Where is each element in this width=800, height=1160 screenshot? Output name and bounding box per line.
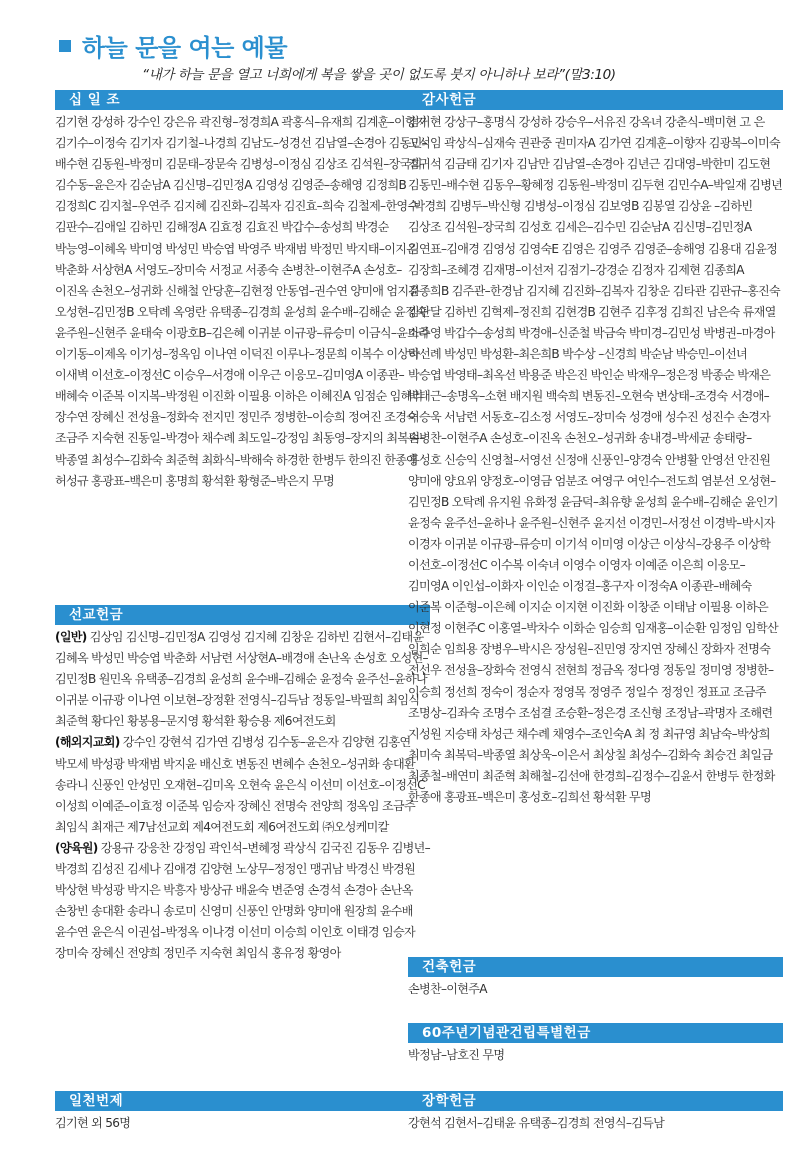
- weekly-offering-heading: 일천번제: [55, 1091, 430, 1111]
- bible-verse: “내가 하늘 문을 열고 너희에게 복을 쌓을 곳이 없도록 붓지 아니하나 보라”(말3:10): [142, 67, 616, 83]
- building-names: 손병찬–이현주A: [408, 982, 487, 996]
- mission-group-label: (일반): [55, 630, 87, 644]
- thanks-heading: 감사헌금: [408, 90, 783, 110]
- mission-group-orphanage: [55, 838, 430, 965]
- scholarship-section: [408, 1091, 783, 1134]
- page-title: 하늘 문을 여는 예물: [82, 34, 288, 62]
- mission-group-label: (양육원): [55, 840, 98, 855]
- tithe-section: [55, 90, 430, 492]
- mission-group-text: 강용규 강응찬 강정임 곽인석–변혜정 곽상식 김국진 김동우 김병년–박경희 김성진 김세나 김애경 김양현 노상무–정정인 맹귀남 박경신 박경원 박상현 박성광 박지은 박흥자 방상규 배윤숙 변준영 손경석 손경아 손난옥 손창빈 송대환 송라니 송로미 신영미 신풍인 안명화 양미애 원장희 윤수배 윤수연 윤은식 이권섭–박정옥 이나경 이선미 이승희 이인호 이태경 임승자 장미숙 장혜신 전양희 정민주 지숙현 최임식 홍유정 황영아: [55, 840, 430, 961]
- mission-group-text: 강수인 강현석 김가연 김병성 김수동–윤은자 김양현 김홍연 박모세 박성광 박재범 박지윤 배신호 변동진 변혜수 손천오–성귀화 송대환 송라니 신풍인 안성민 오재현–김미옥 오현숙 윤은식 이선미 이선호–이정선C 이성희 이예준–이효정 이준복 임승자 장혜신 전명숙 전양희 정옥임 조금주 최임식 최재근 제7남선교회 제4여전도회 제6여전도회 ㈜오성케미칼: [55, 735, 425, 834]
- title-square-icon: [59, 40, 71, 52]
- building-heading: 건축헌금: [408, 957, 783, 977]
- tithe-heading: 십 일 조: [55, 90, 430, 110]
- anniversary-section: [408, 1023, 783, 1066]
- mission-group-general: [55, 627, 430, 732]
- mission-group-text: 김상임 김신명–김민정A 김영성 김지혜 김창운 김하빈 김현서–김태윤 김혜옥 박성민 박승엽 박춘화 서남련 서상현A–배경애 손난옥 손성호 오성현–김민정B 원민옥 유택종–김경희 윤성희 윤수배–김해순 윤정숙 윤주선–윤하나 이귀분 이규광 이나연 이보현–장정환 전영식–김득남 정동일–박필희 최임식 최준혁 황다인 황봉용–문지영 황석환 황승용 제6여전도회: [55, 630, 428, 729]
- mission-names: [55, 627, 430, 965]
- tithe-names: 김기현 강성하 강수인 강은유 곽진형–정경희A 곽홍식–유재희 김계훈–이향자 김기수–이정숙 김기자 김기철–나경희 김남도–성경선 김남열–손경아 김동민–배수현 김동원–박정미 김문태–장문숙 김병성–이정심 김상조 김석원–장국희 김수동–윤은자 김순남A 김신명–김민정A 김영성 김영준–송해영 김정희B 김정희C 김지철–우연주 김지혜 김진화–김복자 김진효–희숙 김철제–한영수 김판수–김애일 김하민 김해정A 김효정 김효진 박갑수–송성희 박경순 박능영–이혜옥 박미영 박성민 박승엽 박영주 박재범 박정민 박지태–이지은 박춘화 서상현A 서영도–장미숙 서정교 서종숙 손병찬–이현주A 손성호–이진옥 손천오–성귀화 신해철 안당훈–김현정 안동엽–권수연 양미애 엄지윤 오성현–김민정B 오탁례 옥영란 유택종–김경희 윤성희 윤수배–김해순 윤정숙 윤주원–신현주 윤태숙 이광호B–김은혜 이귀분 이규광–류승미 이금식–윤소라 이기동–이제옥 이기성–정옥임 이나연 이덕진 이루나–정문희 이복수 이상하 이새벽 이선호–이정선C 이승우–서경애 이우근 이응모–김미영A 이종관–배혜숙 이준복 이지복–박정원 이진화 이필용 이하은 이혜진A 임점순 임혜리 장수연 장혜신 전성율–정화숙 전지민 정민주 정병한–이승희 정여진 조경숙 조금주 지숙현 진동일–박경아 채수례 최도일–강정임 최동영–장지의 최복덕–박종열 최성수–김화숙 최준혁 최화식–박해숙 하경한 한병두 한의진 한종애 허성규 홍광표–백은미 홍명희 황석환 황형준–박은지 무명: [55, 115, 430, 488]
- weekly-offering-section: [55, 1091, 430, 1134]
- thanks-names: 김기현 강상구–홍명식 강성하 강승우–서유진 강옥녀 강춘식–백미현 고 은 고석임 곽상식–심재숙 권관중 권미자A 김가연 김계훈–이향자 김광복–이미숙 김귀석 김금태 김기자 김남만 김남열–손경아 김년근 김대영–박한미 김도현 김동민–배수현 김동우–황혜정 김동원–박정미 김두현 김민수A–박일재 김병년 –박경희 김병두–박신형 김병성–이정심 김보영B 김봉열 김상윤 –김하빈 김상조 김석원–장국희 김성호 김세은–김수민 김순남A 김신명–김민정A 김연표–김애경 김영성 김영숙E 김영은 김영주 김영준–송해영 김용대 김윤정 김장희–조혜경 김재명–이선저 김점기–강경순 김정자 김제현 김종희A 김종희B 김주관–한경남 김지혜 김진화–김복자 김창운 김타관 김판규–홍진숙 김판달 김하빈 김혁제–정진희 김현경B 김현주 김후정 김희진 남은숙 류재열 마주영 박갑수–송성희 박경애–신준철 박금숙 박미경–김민성 박병권–마경아 박선례 박성민 박성환–최은희B 박수상 –신경희 박순남 박승민–이선녀 박승엽 박영태–최옥선 박용준 박은진 박인순 박재우–정은정 박종순 박재은 박태근–송명옥–소현 배지원 백숙희 변동진–오현숙 변상태–조경숙 서경애–이승욱 서남련 서동호–김소정 서영도–장미숙 성경애 성수진 성진수 손경자 손병찬–이현주A 손성호–이진옥 손천오–성귀화 송내경–박세균 송태랑–홍성호 신승익 신영철–서영선 신정애 신풍인–양경숙 안병활 안영선 안진원 양미애 양요위 양정호–이영금 엄분조 여영구 여인수–전도희 염분선 오성현–김민정B 오탁례 유지원 유화정 윤금덕–최유향 윤성희 윤수배–김해순 윤인기 윤정숙 윤주선–윤하나 윤주원–신현주 윤지선 이경민–서정선 이경박–박시자 이경자 이귀분 이규광–류승미 이기석 이미영 이상근 이상식–강용주 이상학 이선호–이정선C 이수복 이숙녀 이영수 이영자 이예준 이은희 이응모–김미영A 이인섭–이화자 이인순 이정걸–홍구자 이정숙A 이종관–배혜숙 이준복 이준형–이은혜 이지순 이지현 이진화 이창준 이태남 이필용 이하은 이현정 이현주C 이홍열–박차수 이화순 임승희 임재홍–이순환 임정임 임학산 임희순 임희용 장병우–박시은 장성원–진민영 장지연 장혜신 장화자 전명숙 전선우 전성율–장화숙 전영식 전현희 정금옥 정다영 정동일 정미영 정병한–이승희 정선희 정숙이 정순자 정영목 정영주 정일수 정정인 정표교 조금주 조명상–김좌숙 조명수 조섬결 조승환–정은경 조신형 조정남–곽명자 조해련 지성원 지승태 차성근 채수례 채영수–조인숙A 최 정 최규영 최남숙–박상희 최미숙 최복덕–박종열 최상욱–이은서 최상칠 최성수–김화숙 최승건 최일금 최종철–배연미 최준혁 최해철–김선애 한경희–김정수–김윤서 한병두 한정화 한종애 홍광표–백은미 홍성호–김희선 황석환 무명: [408, 115, 783, 804]
- thanks-section: [408, 90, 783, 808]
- anniversary-names: 박정남–남호진 무명: [408, 1048, 505, 1062]
- scholarship-heading: 장학헌금: [408, 1091, 783, 1111]
- mission-group-label: (해외지교회): [55, 735, 120, 750]
- scholarship-names: 강현석 김현서–김태윤 유택종–김경희 전영식–김득남: [408, 1116, 665, 1130]
- anniversary-heading: 60주년기념관건립특별헌금: [408, 1023, 783, 1043]
- building-section: [408, 957, 783, 1000]
- mission-group-overseas: [55, 732, 430, 837]
- weekly-offering-names: 김기현 외 56명: [55, 1116, 131, 1130]
- mission-heading: 선교헌금: [55, 605, 430, 625]
- mission-section: [55, 605, 430, 965]
